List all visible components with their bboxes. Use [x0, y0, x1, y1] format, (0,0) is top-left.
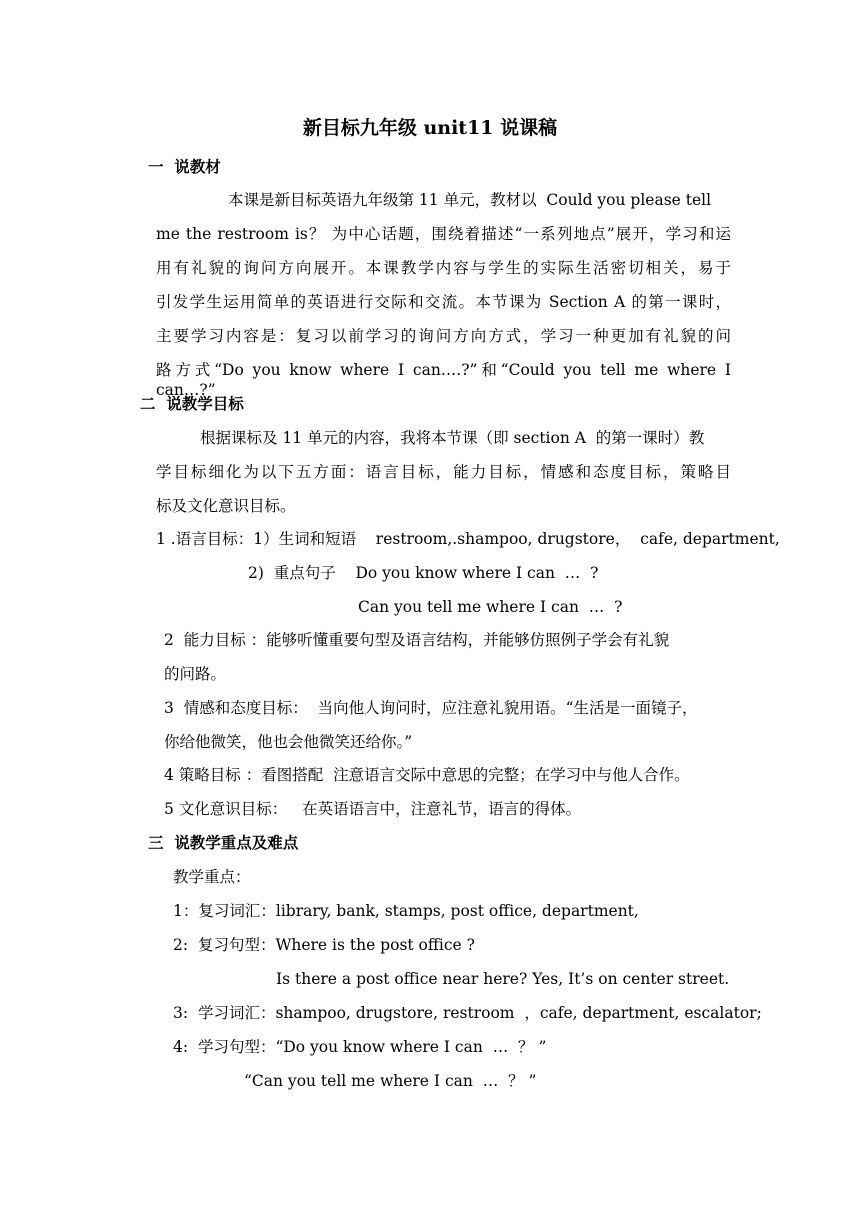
- section-heading-3: 三 说教学重点及难点: [148, 833, 299, 852]
- paragraph-line: 学目标细化为以下五方面：语言目标，能力目标，情感和态度目标，策略目: [156, 463, 731, 481]
- key-point-4: 4: 学习句型：“Do you know where I can … ？ ”: [173, 1038, 547, 1056]
- paragraph-line: 路方式“Do you know where I can….?”和“Could you tell me where I can…?”: [156, 361, 731, 399]
- goal-language-sentence-2: Can you tell me where I can … ?: [358, 598, 623, 616]
- goal-ability: 2 能力目标 ：能够听懂重要句型及语言结构，并能够仿照例子学会有礼貌: [164, 631, 670, 649]
- section-heading-2: 二 说教学目标: [140, 394, 244, 413]
- document-title: 新目标九年级 unit11 说课稿: [302, 117, 558, 139]
- goal-ability-cont: 的问路。: [164, 665, 227, 683]
- paragraph-line: 根据课标及 11 单元的内容，我将本节课（即 section A 的第一课时）教: [200, 429, 705, 447]
- paragraph-line: 本课是新目标英语九年级第 11 单元，教材以 Could you please tell: [228, 191, 712, 209]
- key-point-3: 3: 学习词汇：shampoo, drugstore, restroom ，cafe, department, escalator;: [173, 1004, 762, 1022]
- paragraph-line: 用有礼貌的询问方向展开。本课教学内容与学生的实际生活密切相关，易于: [156, 259, 731, 277]
- goal-language-sentences: 2) 重点句子 Do you know where I can … ?: [248, 564, 599, 582]
- key-point-4-cont: “Can you tell me where I can … ？ ”: [244, 1072, 537, 1090]
- key-points-label: 教学重点：: [173, 868, 251, 886]
- goal-emotion-cont: 你给他微笑，他也会他微笑还给你。”: [164, 733, 413, 751]
- goal-strategy: 4 策略目标 ：看图搭配 注意语言交际中意思的完整；在学习中与他人合作。: [164, 766, 690, 784]
- goal-language-words: 1 .语言目标：1）生词和短语 restroom,.shampoo, drugstore， cafe, department,: [156, 530, 780, 548]
- goal-culture: 5 文化意识目标： 在英语语言中，注意礼节，语言的得体。: [164, 800, 582, 818]
- paragraph-line: me the restroom is？ 为中心话题，围绕着描述“一系列地点”展开，学习和运: [156, 225, 731, 243]
- key-point-2-cont: Is there a post office near here? Yes, It’s on center street.: [276, 970, 730, 988]
- section-heading-1: 一 说教材: [148, 157, 221, 176]
- key-point-2: 2: 复习句型：Where is the post office ?: [173, 936, 475, 954]
- paragraph-line: 标及文化意识目标。: [156, 497, 296, 515]
- paragraph-line: 主要学习内容是：复习以前学习的询问方向方式，学习一种更加有礼貌的问: [156, 327, 731, 345]
- key-point-1: 1：复习词汇：library, bank, stamps, post office, department,: [173, 902, 639, 920]
- paragraph-line: 引发学生运用简单的英语进行交际和交流。本节课为 Section A 的第一课时，: [156, 293, 731, 311]
- goal-emotion: 3 情感和态度目标： 当向他人询问时，应注意礼貌用语。“生活是一面镜子，: [164, 699, 698, 717]
